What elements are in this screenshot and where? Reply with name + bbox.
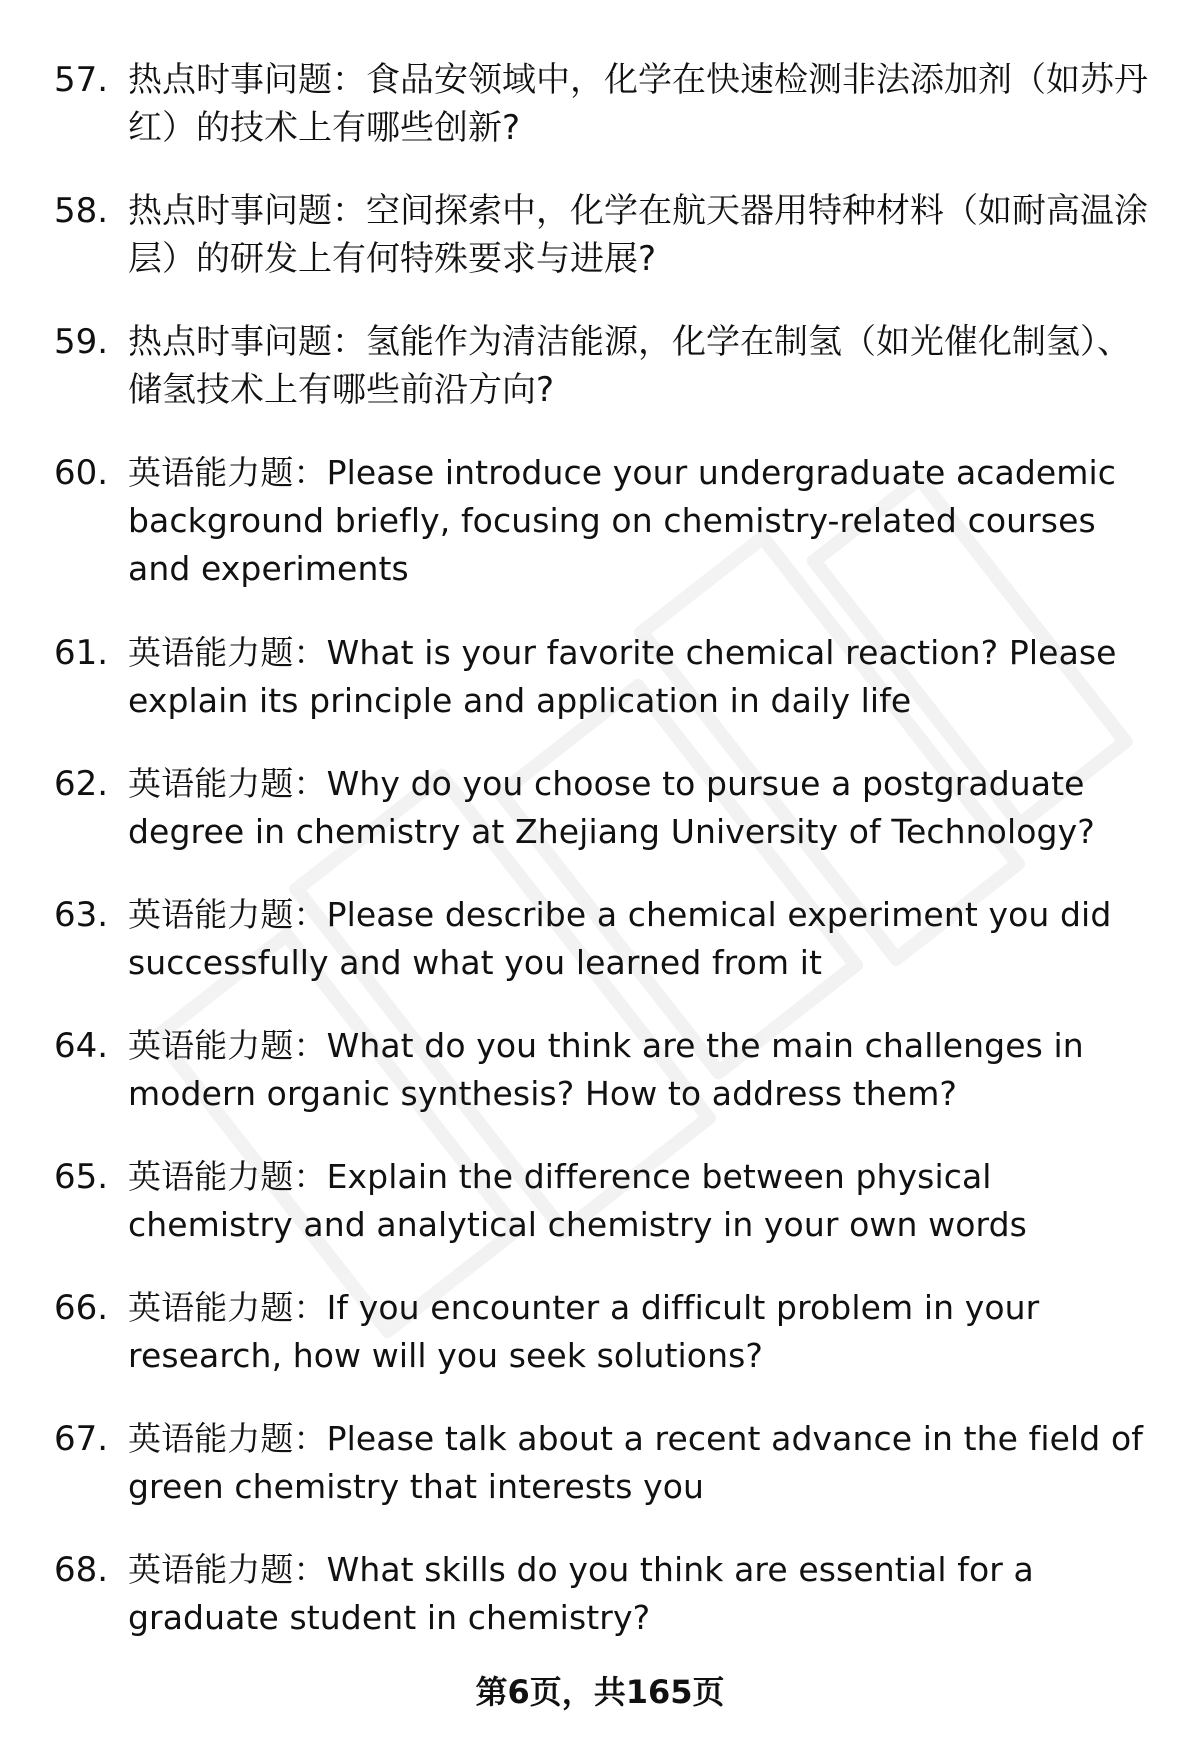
question-number: 67. bbox=[54, 1419, 109, 1459]
question-text: 英语能力题：Please introduce your undergraduate academic background briefly, focusing on chemistry-related courses and experiments bbox=[128, 453, 1117, 588]
question-text: 英语能力题：If you encounter a difficult problem in your research, how will you seek solutions? bbox=[128, 1288, 1040, 1375]
question-text: 英语能力题：Please talk about a recent advance in the field of green chemistry that interests you bbox=[128, 1419, 1143, 1506]
question-number: 64. bbox=[54, 1026, 109, 1066]
question-item bbox=[0, 318, 1200, 449]
question-number: 58. bbox=[54, 191, 109, 231]
question-item bbox=[0, 56, 1200, 187]
question-number: 66. bbox=[54, 1288, 109, 1328]
question-number: 65. bbox=[54, 1157, 109, 1197]
question-text: 英语能力题：What skills do you think are essential for a graduate student in chemistry? bbox=[128, 1550, 1034, 1637]
question-item bbox=[0, 1022, 1200, 1153]
question-number: 62. bbox=[54, 764, 109, 804]
question-item bbox=[0, 1153, 1200, 1284]
question-item bbox=[0, 629, 1200, 760]
question-text: 热点时事问题：空间探索中，化学在航天器用特种材料（如耐高温涂层）的研发上有何特殊要求与进展? bbox=[128, 191, 1148, 279]
question-item bbox=[0, 187, 1200, 318]
question-number: 68. bbox=[54, 1550, 109, 1590]
question-number: 61. bbox=[54, 633, 109, 673]
question-item bbox=[0, 449, 1200, 629]
question-text: 英语能力题：Why do you choose to pursue a postgraduate degree in chemistry at Zhejiang University of Technology? bbox=[128, 764, 1095, 851]
page-footer: 第6页，共165页 bbox=[475, 1673, 725, 1711]
question-number: 59. bbox=[54, 322, 109, 362]
question-item bbox=[0, 760, 1200, 891]
question-item bbox=[0, 1284, 1200, 1415]
question-text: 热点时事问题：氢能作为清洁能源，化学在制氢（如光催化制氢）、储氢技术上有哪些前沿方向? bbox=[128, 322, 1131, 410]
question-number: 57. bbox=[54, 60, 109, 100]
question-list bbox=[0, 56, 1200, 1677]
question-text: 英语能力题：Explain the difference between physical chemistry and analytical chemistry in your own words bbox=[128, 1157, 1027, 1244]
question-text: 英语能力题：What is your favorite chemical reaction? Please explain its principle and application in daily life bbox=[128, 633, 1117, 720]
question-text: 热点时事问题：食品安领域中，化学在快速检测非法添加剂（如苏丹红）的技术上有哪些创新? bbox=[128, 60, 1148, 148]
question-text: 英语能力题：Please describe a chemical experiment you did successfully and what you learned from it bbox=[128, 895, 1112, 982]
question-item bbox=[0, 1415, 1200, 1546]
question-item bbox=[0, 891, 1200, 1022]
question-number: 60. bbox=[54, 453, 109, 493]
question-text: 英语能力题：What do you think are the main challenges in modern organic synthesis? How to address them? bbox=[128, 1026, 1084, 1113]
question-item bbox=[0, 1546, 1200, 1677]
question-number: 63. bbox=[54, 895, 109, 935]
